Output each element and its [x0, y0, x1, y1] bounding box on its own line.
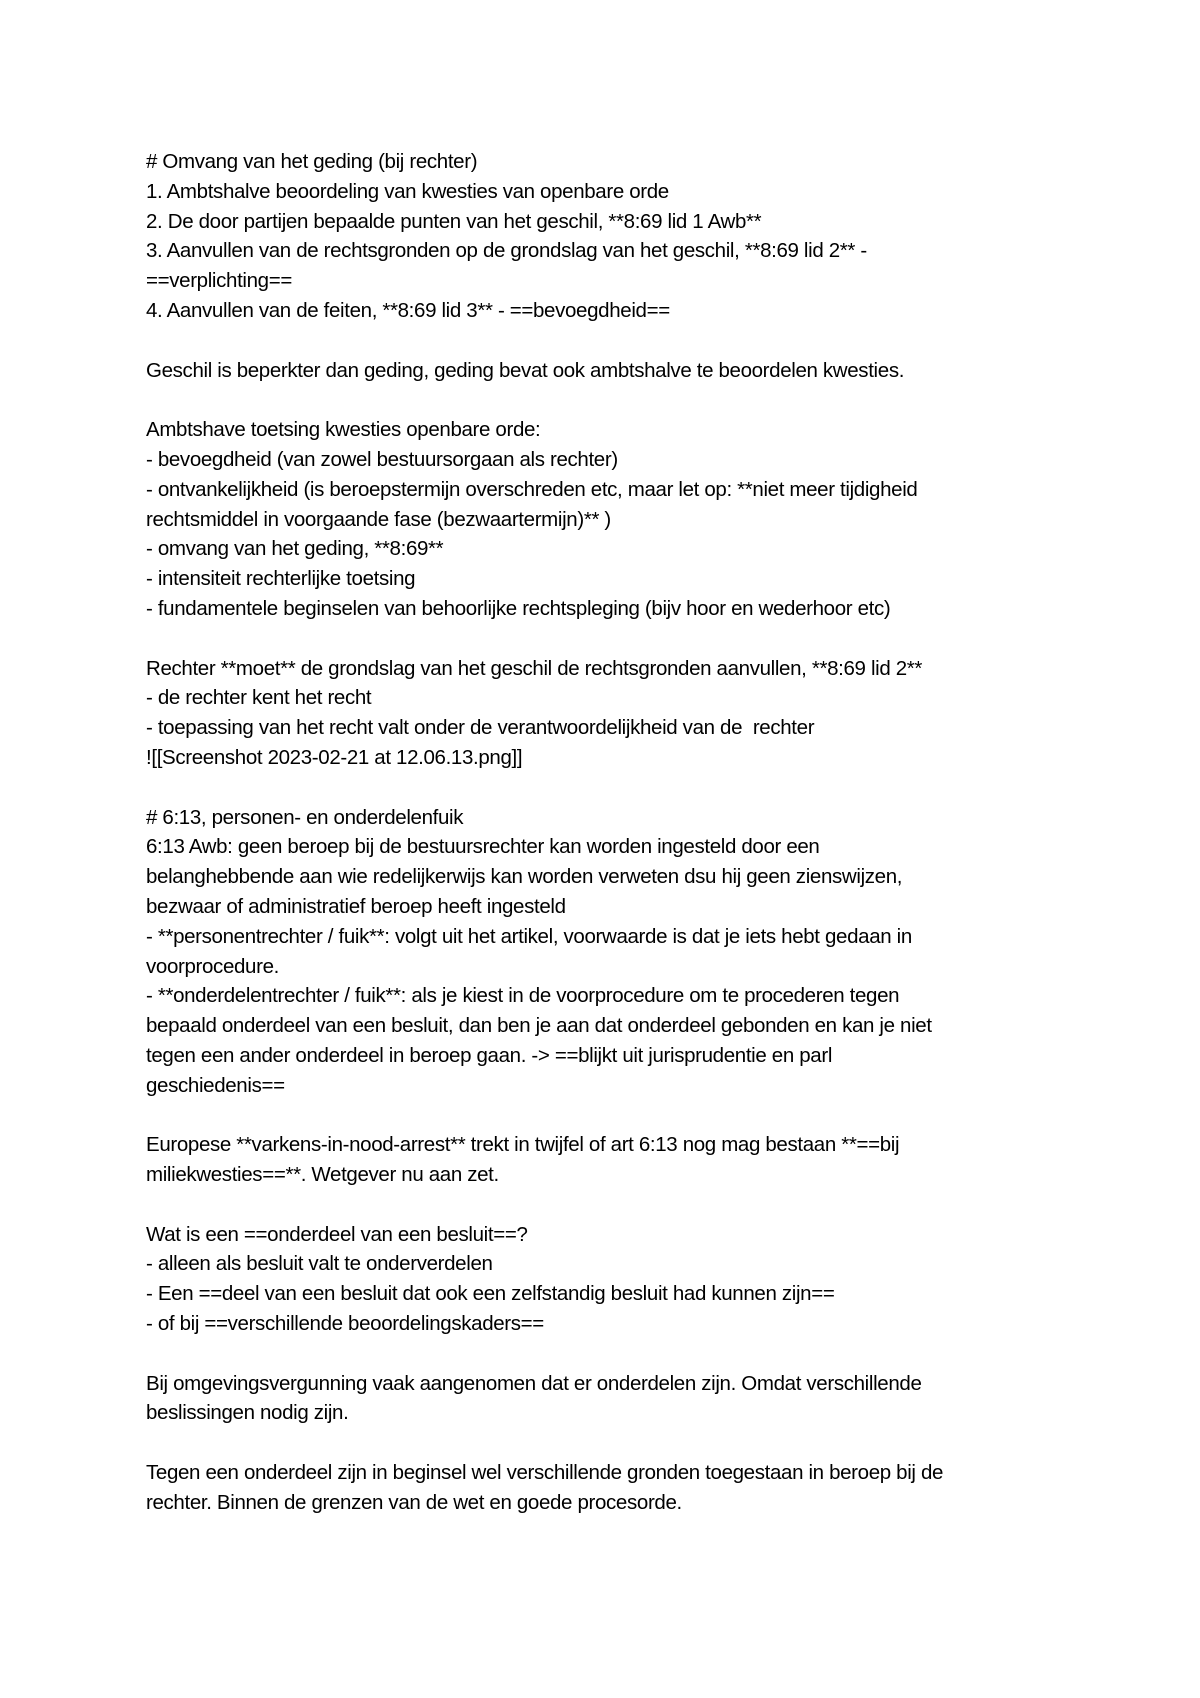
bullet-intensiteit: - intensiteit rechterlijke toetsing — [146, 567, 416, 591]
paragraph-varkens-in-nood: Europese **varkens-in-nood-arrest** trekt in twijfel of art 6:13 nog mag bestaan **==bij — [146, 1133, 900, 1157]
bullet-ontvankelijkheid: - ontvankelijkheid (is beroepstermijn overschreden etc, maar let op: **niet meer tijdigheid — [146, 477, 918, 501]
paragraph-6-13-awb-cont-2: bezwaar of administratief beroep heeft ingesteld — [146, 894, 566, 918]
bullet-onderdelentrechter-cont-2: tegen een ander onderdeel in beroep gaan. -> ==blijkt uit jurisprudentie en parl — [146, 1043, 833, 1067]
bullet-personentrechter-cont: voorprocedure. — [146, 954, 279, 978]
bullet-personentrechter: - **personentrechter / fuik**: volgt uit het artikel, voorwaarde is dat je iets hebt gedaan in — [146, 924, 912, 948]
paragraph-6-13-awb-cont-1: belanghebbende aan wie redelijkerwijs kan worden verweten dsu hij geen zienswijzen, — [146, 865, 903, 889]
blank-line — [146, 1190, 1066, 1220]
paragraph-wat-is-onderdeel: Wat is een ==onderdeel van een besluit==? — [146, 1222, 528, 1246]
list-item-3: 3. Aanvullen van de rechtsgronden op de grondslag van het geschil, **8:69 lid 2** - — [146, 239, 867, 263]
blank-line — [146, 773, 1066, 803]
bullet-omvang: - omvang van het geding, **8:69** — [146, 537, 444, 561]
paragraph-geschil: Geschil is beperkter dan geding, geding bevat ook ambtshalve te beoordelen kwesties. — [146, 358, 905, 382]
bullet-bevoegdheid: - bevoegdheid (van zowel bestuursorgaan als rechter) — [146, 447, 618, 471]
paragraph-6-13-awb: 6:13 Awb: geen beroep bij de bestuursrechter kan worden ingesteld door een — [146, 835, 820, 859]
list-item-3-cont: ==verplichting== — [146, 269, 292, 293]
bullet-onderdelentrechter: - **onderdelentrechter / fuik**: als je kiest in de voorprocedure om te procederen tegen — [146, 984, 900, 1008]
bullet-onderverdelen: - alleen als besluit valt te onderverdelen — [146, 1252, 493, 1276]
document-page — [146, 147, 1066, 1518]
blank-line — [146, 1428, 1066, 1458]
paragraph-rechter-moet: Rechter **moet** de grondslag van het geschil de rechtsgronden aanvullen, **8:69 lid 2** — [146, 656, 923, 680]
bullet-onderdelentrechter-cont-3: geschiedenis== — [146, 1073, 285, 1097]
paragraph-gronden-beroep: Tegen een onderdeel zijn in beginsel wel verschillende gronden toegestaan in beroep bij de — [146, 1461, 944, 1485]
heading-omvang-geding: # Omvang van het geding (bij rechter) — [146, 150, 478, 173]
bullet-ontvankelijkheid-cont: rechtsmiddel in voorgaande fase (bezwaartermijn)** ) — [146, 507, 611, 531]
paragraph-omgevingsvergunning-cont: beslissingen nodig zijn. — [146, 1401, 349, 1425]
paragraph-ambtshave-toetsing: Ambtshave toetsing kwesties openbare orde: — [146, 418, 541, 442]
blank-line — [146, 1339, 1066, 1369]
image-embed-link: ![[Screenshot 2023-02-21 at 12.06.13.png]] — [146, 745, 523, 769]
list-item-1: 1. Ambtshalve beoordeling van kwesties van openbare orde — [146, 179, 669, 203]
bullet-beoordelingskaders: - of bij ==verschillende beoordelingskaders== — [146, 1312, 544, 1336]
bullet-toepassing-recht: - toepassing van het recht valt onder de verantwoordelijkheid van de rechter — [146, 716, 815, 740]
bullet-onderdelentrechter-cont-1: bepaald onderdeel van een besluit, dan ben je aan dat onderdeel gebonden en kan je niet — [146, 1014, 932, 1038]
bullet-fundamentele-beginselen: - fundamentele beginselen van behoorlijke rechtspleging (bijv hoor en wederhoor etc) — [146, 596, 891, 620]
blank-line — [146, 326, 1066, 356]
paragraph-varkens-in-nood-cont: miliekwesties==**. Wetgever nu aan zet. — [146, 1163, 499, 1187]
bullet-zelfstandig-besluit: - Een ==deel van een besluit dat ook een zelfstandig besluit had kunnen zijn== — [146, 1282, 835, 1306]
heading-personen-onderdelenfuik: # 6:13, personen- en onderdelenfuik — [146, 805, 464, 829]
blank-line — [146, 385, 1066, 415]
paragraph-omgevingsvergunning: Bij omgevingsvergunning vaak aangenomen dat er onderdelen zijn. Omdat verschillende — [146, 1371, 922, 1395]
list-item-4: 4. Aanvullen van de feiten, **8:69 lid 3** - ==bevoegdheid== — [146, 298, 670, 322]
blank-line — [146, 624, 1066, 654]
blank-line — [146, 1101, 1066, 1131]
paragraph-gronden-beroep-cont: rechter. Binnen de grenzen van de wet en goede procesorde. — [146, 1490, 682, 1514]
list-item-2: 2. De door partijen bepaalde punten van het geschil, **8:69 lid 1 Awb** — [146, 209, 762, 233]
bullet-rechter-kent-recht: - de rechter kent het recht — [146, 686, 372, 710]
